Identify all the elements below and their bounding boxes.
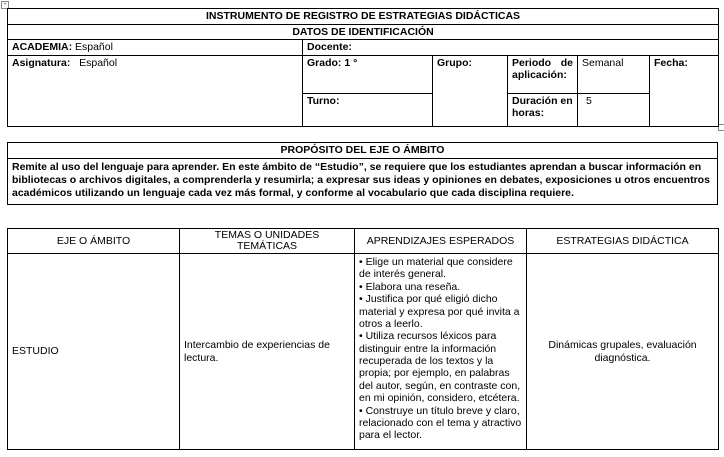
academia-cell[interactable] <box>8 40 303 56</box>
fecha-cell[interactable] <box>650 55 719 126</box>
grupo-cell[interactable] <box>433 55 508 126</box>
list-item: • Construye un título breve y claro, relacionado con el tema y atractivo para el lector. <box>359 404 522 442</box>
fecha-label: Fecha: <box>654 56 688 69</box>
asignatura-cell[interactable] <box>8 55 303 126</box>
identification-table <box>7 8 719 127</box>
aprendizajes-list <box>355 254 527 450</box>
list-item: • Elige un material que considere de interés general. <box>359 256 513 281</box>
asignatura-value: Español <box>79 56 118 69</box>
header-estrategias: ESTRATEGIAS DIDÁCTICA <box>527 229 719 254</box>
header-eje: EJE O ÁMBITO <box>8 229 180 254</box>
header-temas: TEMAS O UNIDADES TEMÁTICAS <box>180 229 355 254</box>
docente-label: Docente: <box>307 41 352 54</box>
list-item: • Utiliza recursos léxicos para distinguir entre la información recuperada de los textos y la propia; por ejemplo, en palabras del autor, según, en contraste con, en mi opinión, considero, etcétera. <box>359 330 521 405</box>
planning-table <box>7 228 719 450</box>
asignatura-label: Asignatura: <box>12 56 71 69</box>
academia-value: Español <box>75 41 113 54</box>
turno-cell[interactable] <box>303 93 433 126</box>
purpose-table <box>7 142 718 205</box>
docente-cell[interactable] <box>303 40 719 56</box>
duracion-label: Duración en horas: <box>508 93 578 126</box>
list-item: • Justifica por qué eligió dicho material y expresa por qué invita a otros a leerlo. <box>359 293 520 330</box>
turno-label: Turno: <box>307 94 340 107</box>
eje-value: ESTUDIO <box>8 254 180 450</box>
instrument-title: INSTRUMENTO DE REGISTRO DE ESTRATEGIAS DIDÁCTICAS <box>8 9 719 25</box>
list-item: • Elabora una reseña. <box>359 280 461 293</box>
tema-value: Intercambio de experiencias de lectura. <box>180 254 355 450</box>
duracion-value[interactable]: 5 <box>578 93 650 126</box>
periodo-label: Periodo de aplicación: <box>508 55 578 93</box>
periodo-value[interactable]: Semanal <box>578 55 650 93</box>
header-aprendizajes: APRENDIZAJES ESPERADOS <box>355 229 527 254</box>
datos-title: DATOS DE IDENTIFICACIÓN <box>8 24 719 40</box>
academia-label: ACADEMIA: <box>12 41 73 54</box>
purpose-title: PROPÓSITO DEL EJE O ÁMBITO <box>8 143 718 159</box>
purpose-text: Remite al uso del lenguaje para aprender. En este ámbito de “Estudio”, se requiere que los estudiantes aprendan a buscar información en bibliotecas o archivos digitales, a comprenderla y resumirla; a expresar sus ideas y opiniones en debates, exposiciones u otros encuentros académicos utilizando un lenguaje cada vez más formal, y conforme al vocabulario que cada disciplina requiere. <box>8 158 718 204</box>
grupo-label: Grupo: <box>437 56 472 69</box>
grado-label: Grado: 1 ° <box>307 56 358 69</box>
table-move-handle-icon[interactable]: + <box>1 1 9 9</box>
estrategias-value: Dinámicas grupales, evaluación diagnóstica. <box>527 254 719 450</box>
grado-cell[interactable] <box>303 55 433 93</box>
